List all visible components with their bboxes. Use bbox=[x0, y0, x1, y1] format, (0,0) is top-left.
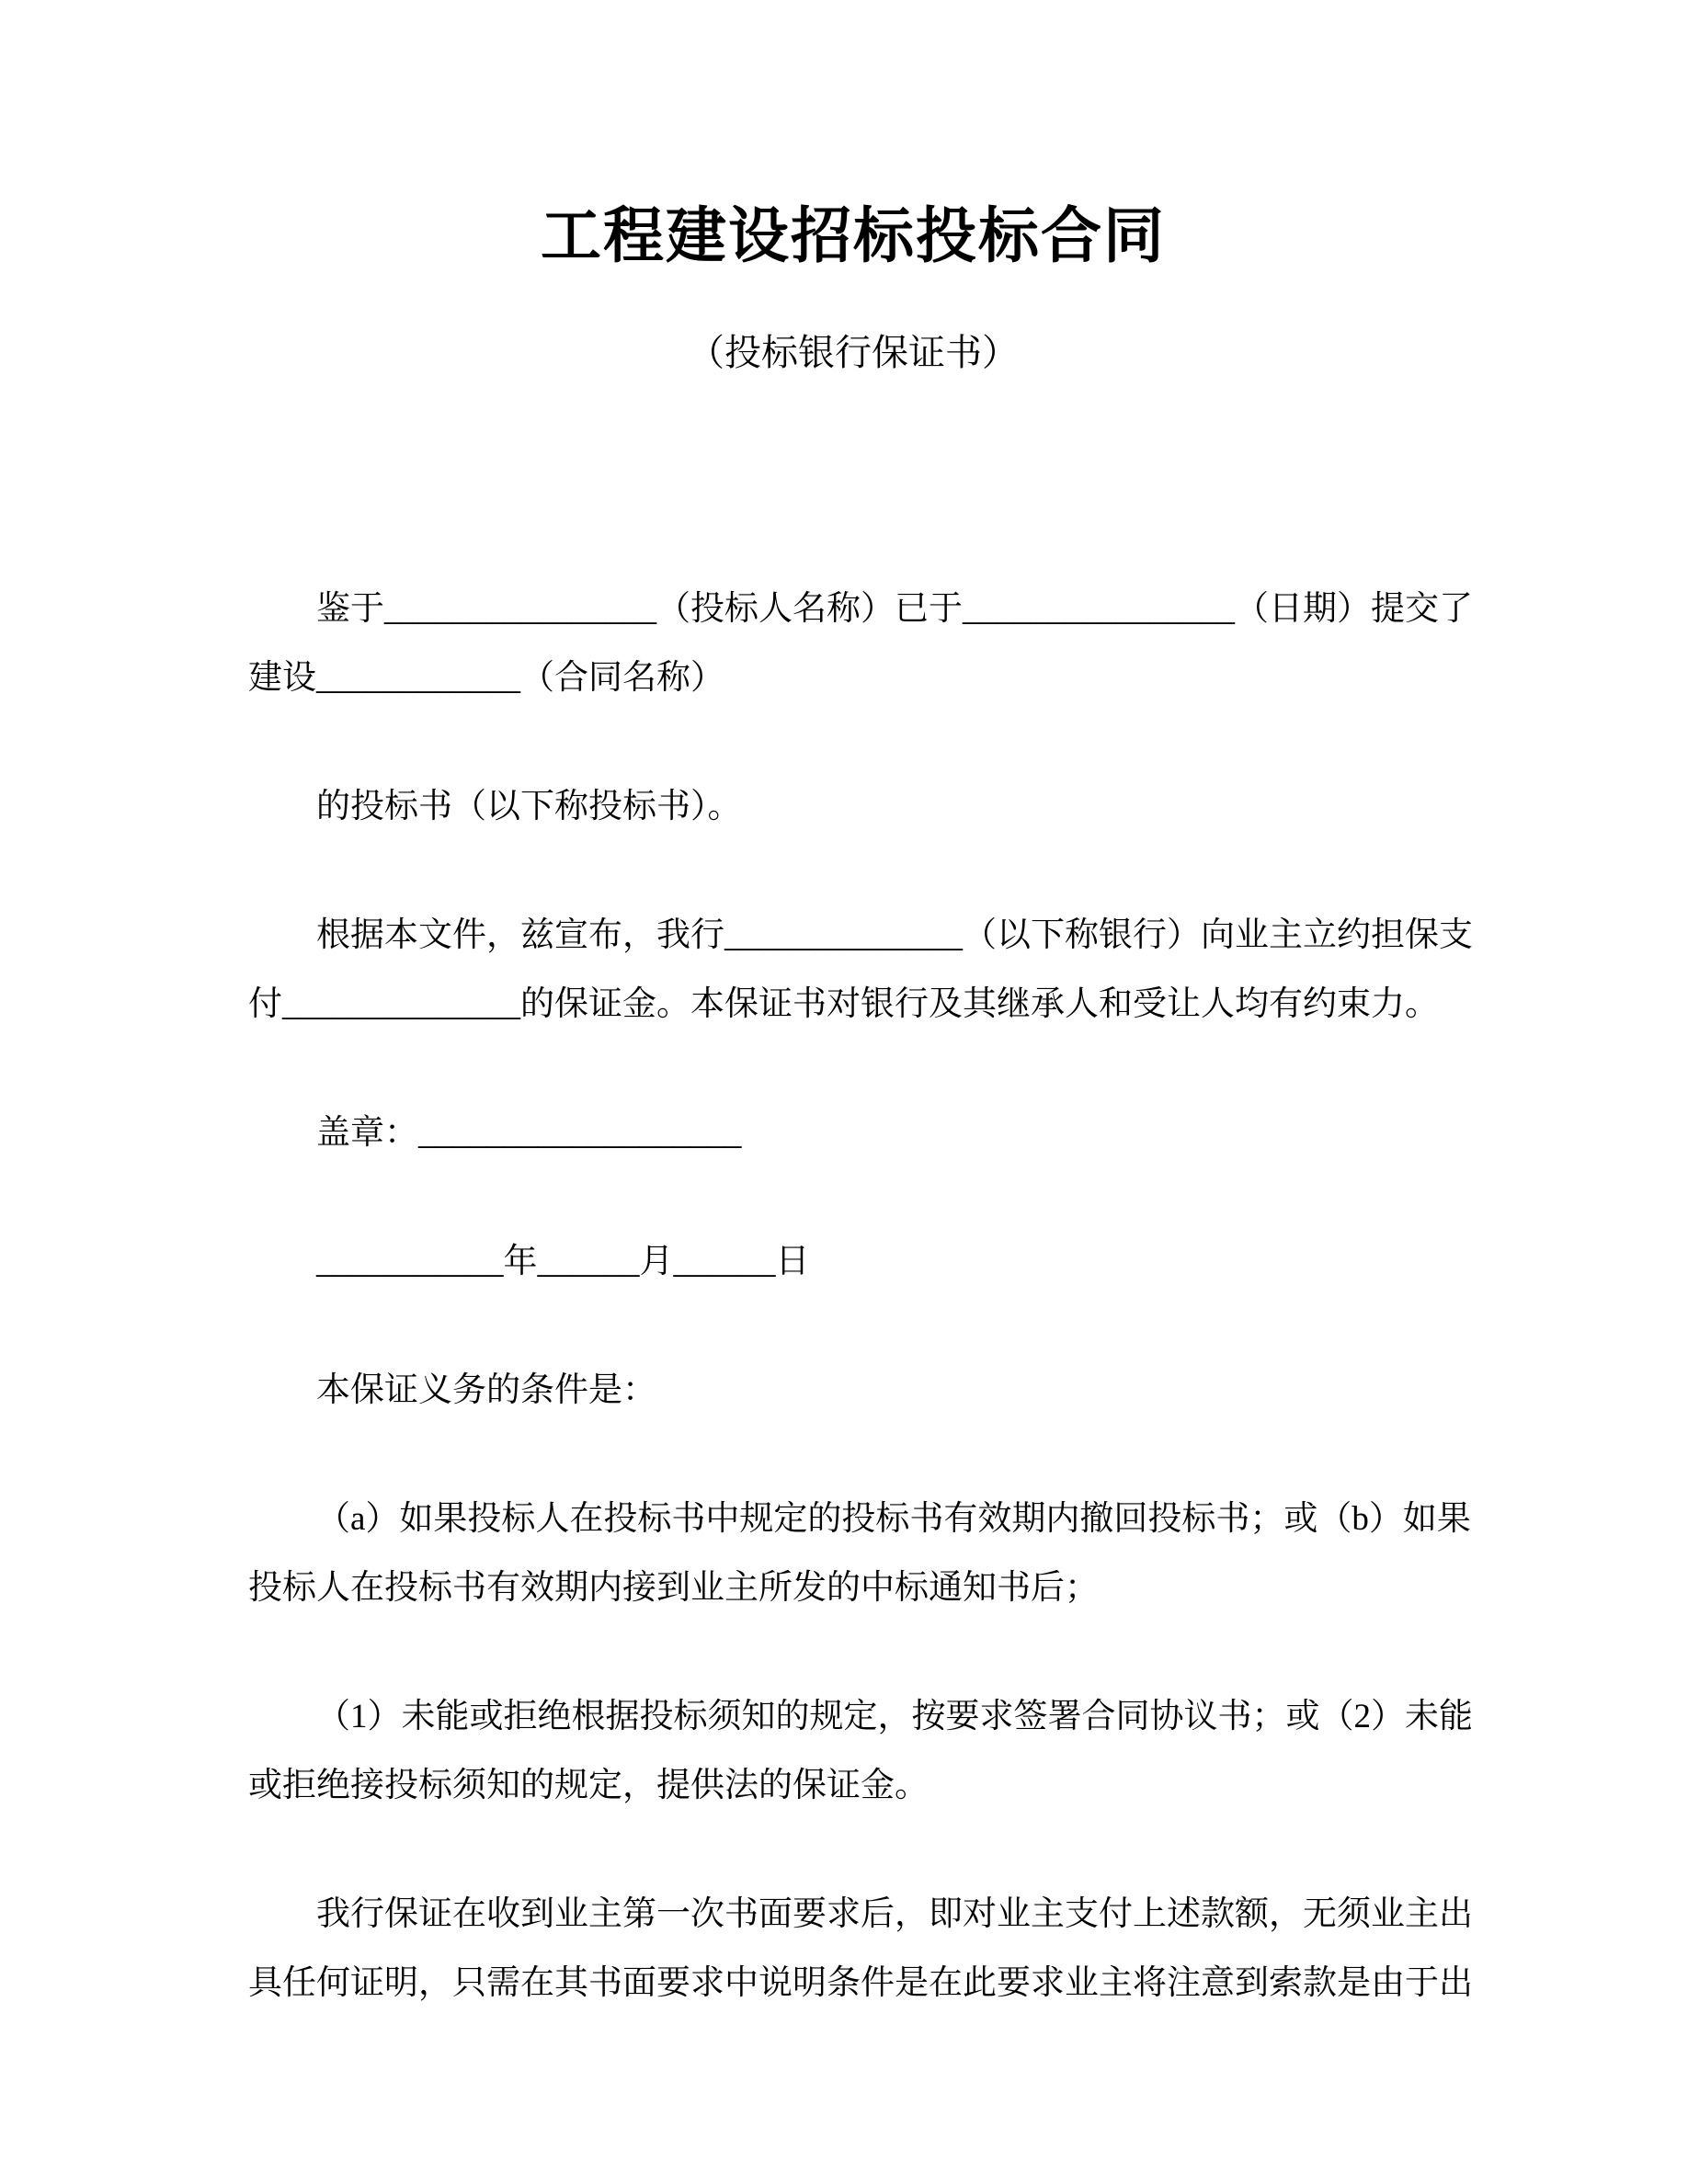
paragraph-line: ___________年______月______日 bbox=[316, 1243, 810, 1280]
paragraph-line: 具任何证明，只需在其书面要求中说明条件是在此要求业主将注意到索款是由于出 bbox=[248, 1964, 1473, 2002]
paragraph-line: 付______________的保证金。本保证书对银行及其继承人和受让人均有约束力。 bbox=[248, 985, 1439, 1023]
paragraph-line: （a）如果投标人在投标书中规定的投标书有效期内撤回投标书；或（b）如果 bbox=[316, 1500, 1471, 1538]
paragraph-line: 根据本文件，兹宣布，我行______________（以下称银行）向业主立约担保支 bbox=[316, 916, 1473, 954]
paragraph-line: 或拒绝接投标须知的规定，提供法的保证金。 bbox=[248, 1767, 929, 1804]
paragraph-line: 我行保证在收到业主第一次书面要求后，即对业主支付上述款额，无须业主出 bbox=[316, 1895, 1473, 1933]
document-title: 工程建设招标投标合同 bbox=[541, 201, 1166, 269]
paragraph-seal-line bbox=[248, 1098, 1458, 1167]
paragraph-line: 本保证义务的条件是： bbox=[316, 1371, 656, 1409]
paragraph-line: 的投标书（以下称投标书）。 bbox=[316, 788, 742, 825]
document-subtitle: （投标银行保证书） bbox=[688, 332, 1019, 373]
paragraph-whereas bbox=[248, 574, 1473, 712]
paragraph-bank-declaration bbox=[248, 901, 1473, 1039]
paragraph-line: （1）未能或拒绝根据投标须知的规定，按要求签署合同协议书；或（2）未能 bbox=[316, 1698, 1473, 1735]
paragraph-date-line bbox=[248, 1227, 1458, 1296]
paragraph-conditions-heading bbox=[248, 1356, 1458, 1425]
paragraph-payment-guarantee bbox=[248, 1880, 1473, 2018]
document-body bbox=[248, 574, 1473, 2018]
paragraph-line: 盖章：___________________ bbox=[316, 1114, 742, 1152]
paragraph-condition-a-b bbox=[248, 1484, 1471, 1622]
paragraph-bid-document bbox=[248, 772, 1458, 841]
paragraph-condition-1-2 bbox=[248, 1682, 1473, 1820]
document-content bbox=[248, 199, 1473, 2018]
paragraph-line: 投标人在投标书有效期内接到业主所发的中标通知书后； bbox=[248, 1569, 1099, 1607]
paragraph-line: 建设____________（合同名称） bbox=[248, 659, 724, 697]
paragraph-line: 鉴于________________（投标人名称）已于________________（日期）提交了 bbox=[316, 590, 1473, 628]
